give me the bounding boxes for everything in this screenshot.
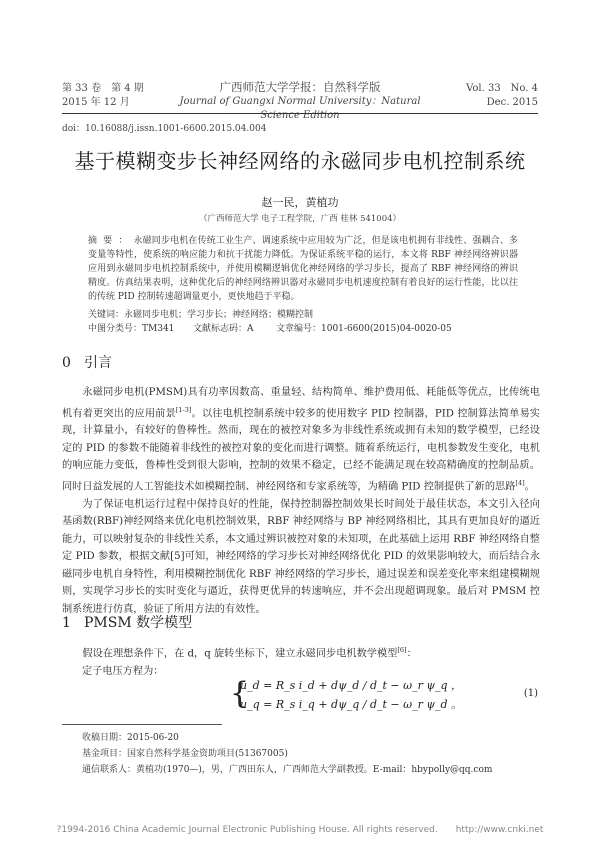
text: 永磁同步电机(PMSM)具有功率因数高、重量轻、结构简单、维护费用低、耗能低等优点，比传统电机有着更突出的应用前景 bbox=[62, 387, 540, 419]
citation: [5] bbox=[170, 551, 185, 563]
equation-line-1: u_d = R_s i_d + dψ_d / d_t − ω_r ψ_q ， bbox=[240, 679, 462, 692]
paper-title: 基于模糊变步长神经网络的永磁同步电机控制系统 bbox=[74, 149, 526, 173]
citation: [1-3] bbox=[175, 405, 192, 414]
section-1-title: PMSM 数学模型 bbox=[84, 615, 193, 631]
date-en: Dec. 2015 bbox=[486, 97, 538, 108]
contact-info: 通信联系人：黄植功(1970—)，男，广西田东人，广西师范大学副教授。E-mail：hbypolly@qq.com bbox=[82, 765, 493, 775]
keywords bbox=[88, 308, 518, 322]
fund-info: 基金项目：国家自然科学基金资助项目(51367005) bbox=[82, 749, 288, 759]
vol-no: Vol. 33 No. 4 bbox=[466, 83, 538, 94]
paragraph: 定子电压方程为： bbox=[82, 665, 164, 677]
journal-name-en: Journal of Guangxi Normal University：Natural Science Edition bbox=[179, 96, 421, 121]
citation: [6] bbox=[397, 646, 407, 654]
section-0-number: 0 bbox=[62, 355, 71, 371]
header-right bbox=[466, 82, 538, 110]
date-cn: 2015 年 12 月 bbox=[62, 97, 130, 108]
section-1-heading bbox=[62, 612, 192, 632]
text: 假设在理想条件下，在 d，q 旋转坐标下，建立永磁同步电机数学模型 bbox=[82, 648, 398, 660]
clc-number: 中图分类号：TM341 bbox=[88, 324, 175, 334]
header-rule bbox=[62, 113, 538, 114]
received-date: 收稿日期：2015-06-20 bbox=[82, 733, 179, 743]
copyright-footer: ?1994-2016 China Academic Journal Electronic Publishing House. All rights reserved. http://www.cnki.net bbox=[56, 825, 544, 835]
section-0-heading bbox=[62, 352, 112, 372]
section-1-body bbox=[62, 642, 540, 680]
affiliation: （广西师范大学 电子工程学院，广西 桂林 541004） bbox=[198, 214, 402, 224]
paragraph bbox=[62, 496, 540, 619]
footnotes bbox=[82, 730, 552, 778]
equation-brace: { bbox=[230, 676, 250, 711]
equation-number: (1) bbox=[523, 688, 538, 699]
header-left bbox=[62, 82, 144, 110]
article-id: 文章编号：1001-6600(2015)04-0020-05 bbox=[276, 324, 452, 334]
document-code: 文献标志码：A bbox=[193, 324, 254, 334]
abstract-label: 摘要： bbox=[88, 236, 134, 246]
citation: [4] bbox=[515, 478, 525, 487]
text: 。 bbox=[524, 481, 535, 493]
paragraph bbox=[62, 384, 540, 496]
footnote-rule bbox=[62, 724, 222, 725]
abstract-text: 永磁同步电机在传统工业生产、调速系统中应用较为广泛，但是该电机拥有非线性、强耦合、多变量等特性，使系统的响应能力和抗干扰能力降低。为保证系统平稳的运行，本文将 RBF 神经网络辨识器应用到永磁同步电机控制系统中，并使用模糊逻辑优化神经网络的学习步长，提高了 RBF 神经网络的辨识精度。仿真结果表明，这种优化后的神经网络辨识器对永磁同步电机速度控制有着良好的运行性能，比以往的传统 PID 控制转速超调量更小，更快地趋于平稳。 bbox=[88, 236, 518, 302]
text: 可知，神经网络的学习步长对神经网络优化 PID 的效果影响较大，而后结合永磁同步电机自身特性，利用模糊控制优化 RBF 神经网络的学习步长，通过误差和误差变化率来组建模糊规则，实现学习步长的实时变化与逼近，获得更优异的转速响应，并不会出现超调现象。最后对 PMSM 控制系统进行仿真，验证了所用方法的有效性。 bbox=[62, 551, 540, 615]
equation-1 bbox=[230, 676, 462, 714]
section-0-title: 引言 bbox=[84, 355, 112, 371]
doi: doi：10.16088/j.issn.1001-6600.2015.04.004 bbox=[62, 124, 267, 134]
abstract bbox=[88, 234, 518, 304]
text: 为了保证电机运行过程中保持良好的性能，保持控制器控制效果长时间处于最佳状态，本文引入径向基函数(RBF)神经网络来优化电机控制效果，RBF 神经网络与 BP 神经网络相比，其具有更加良好的逼近能力，可以映射复杂的非线性关系，本文通过辨识被控对象的未知项，在此基础上运用 RBF 神经网络自整定 PID 参数，根据文献 bbox=[62, 498, 540, 563]
section-1-number: 1 bbox=[62, 615, 71, 631]
journal-name-cn: 广西师范大学学报：自然科学版 bbox=[219, 80, 381, 94]
authors: 赵一民，黄植功 bbox=[261, 196, 339, 209]
header-center bbox=[160, 80, 440, 123]
keywords-label: 关键词： bbox=[88, 310, 125, 320]
text: 。以往电机控制系统中较多的使用数字 PID 控制器，PID 控制算法简单易实现，计算量小，有较好的鲁棒性。然而，现在的被控对象多为非线性系统或拥有未知的数学模型，已经设定的 PID 的参数不能随着非线性的被控对象的变化而进行调整。随着系统运行，电机参数发生变化，电机的响应能力变低，鲁棒性受到很大影响，控制的效果不稳定，已经不能满足现在较高精确度的控制品质。同时日益发展的人工智能技术如模糊控制、神经网络和专家系统等，为精确 PID 控制提供了新的思路 bbox=[62, 407, 540, 493]
equation-line-2: u_q = R_s i_q + dψ_q / d_t − ω_r ψ_d 。 bbox=[240, 698, 462, 711]
paragraph bbox=[62, 642, 540, 663]
section-0-body bbox=[62, 384, 540, 618]
keywords-text: 永磁同步电机；学习步长；神经网络；模糊控制 bbox=[124, 310, 314, 320]
volume-issue: 第 33 卷 第 4 期 bbox=[62, 83, 144, 94]
text: ： bbox=[406, 648, 417, 660]
